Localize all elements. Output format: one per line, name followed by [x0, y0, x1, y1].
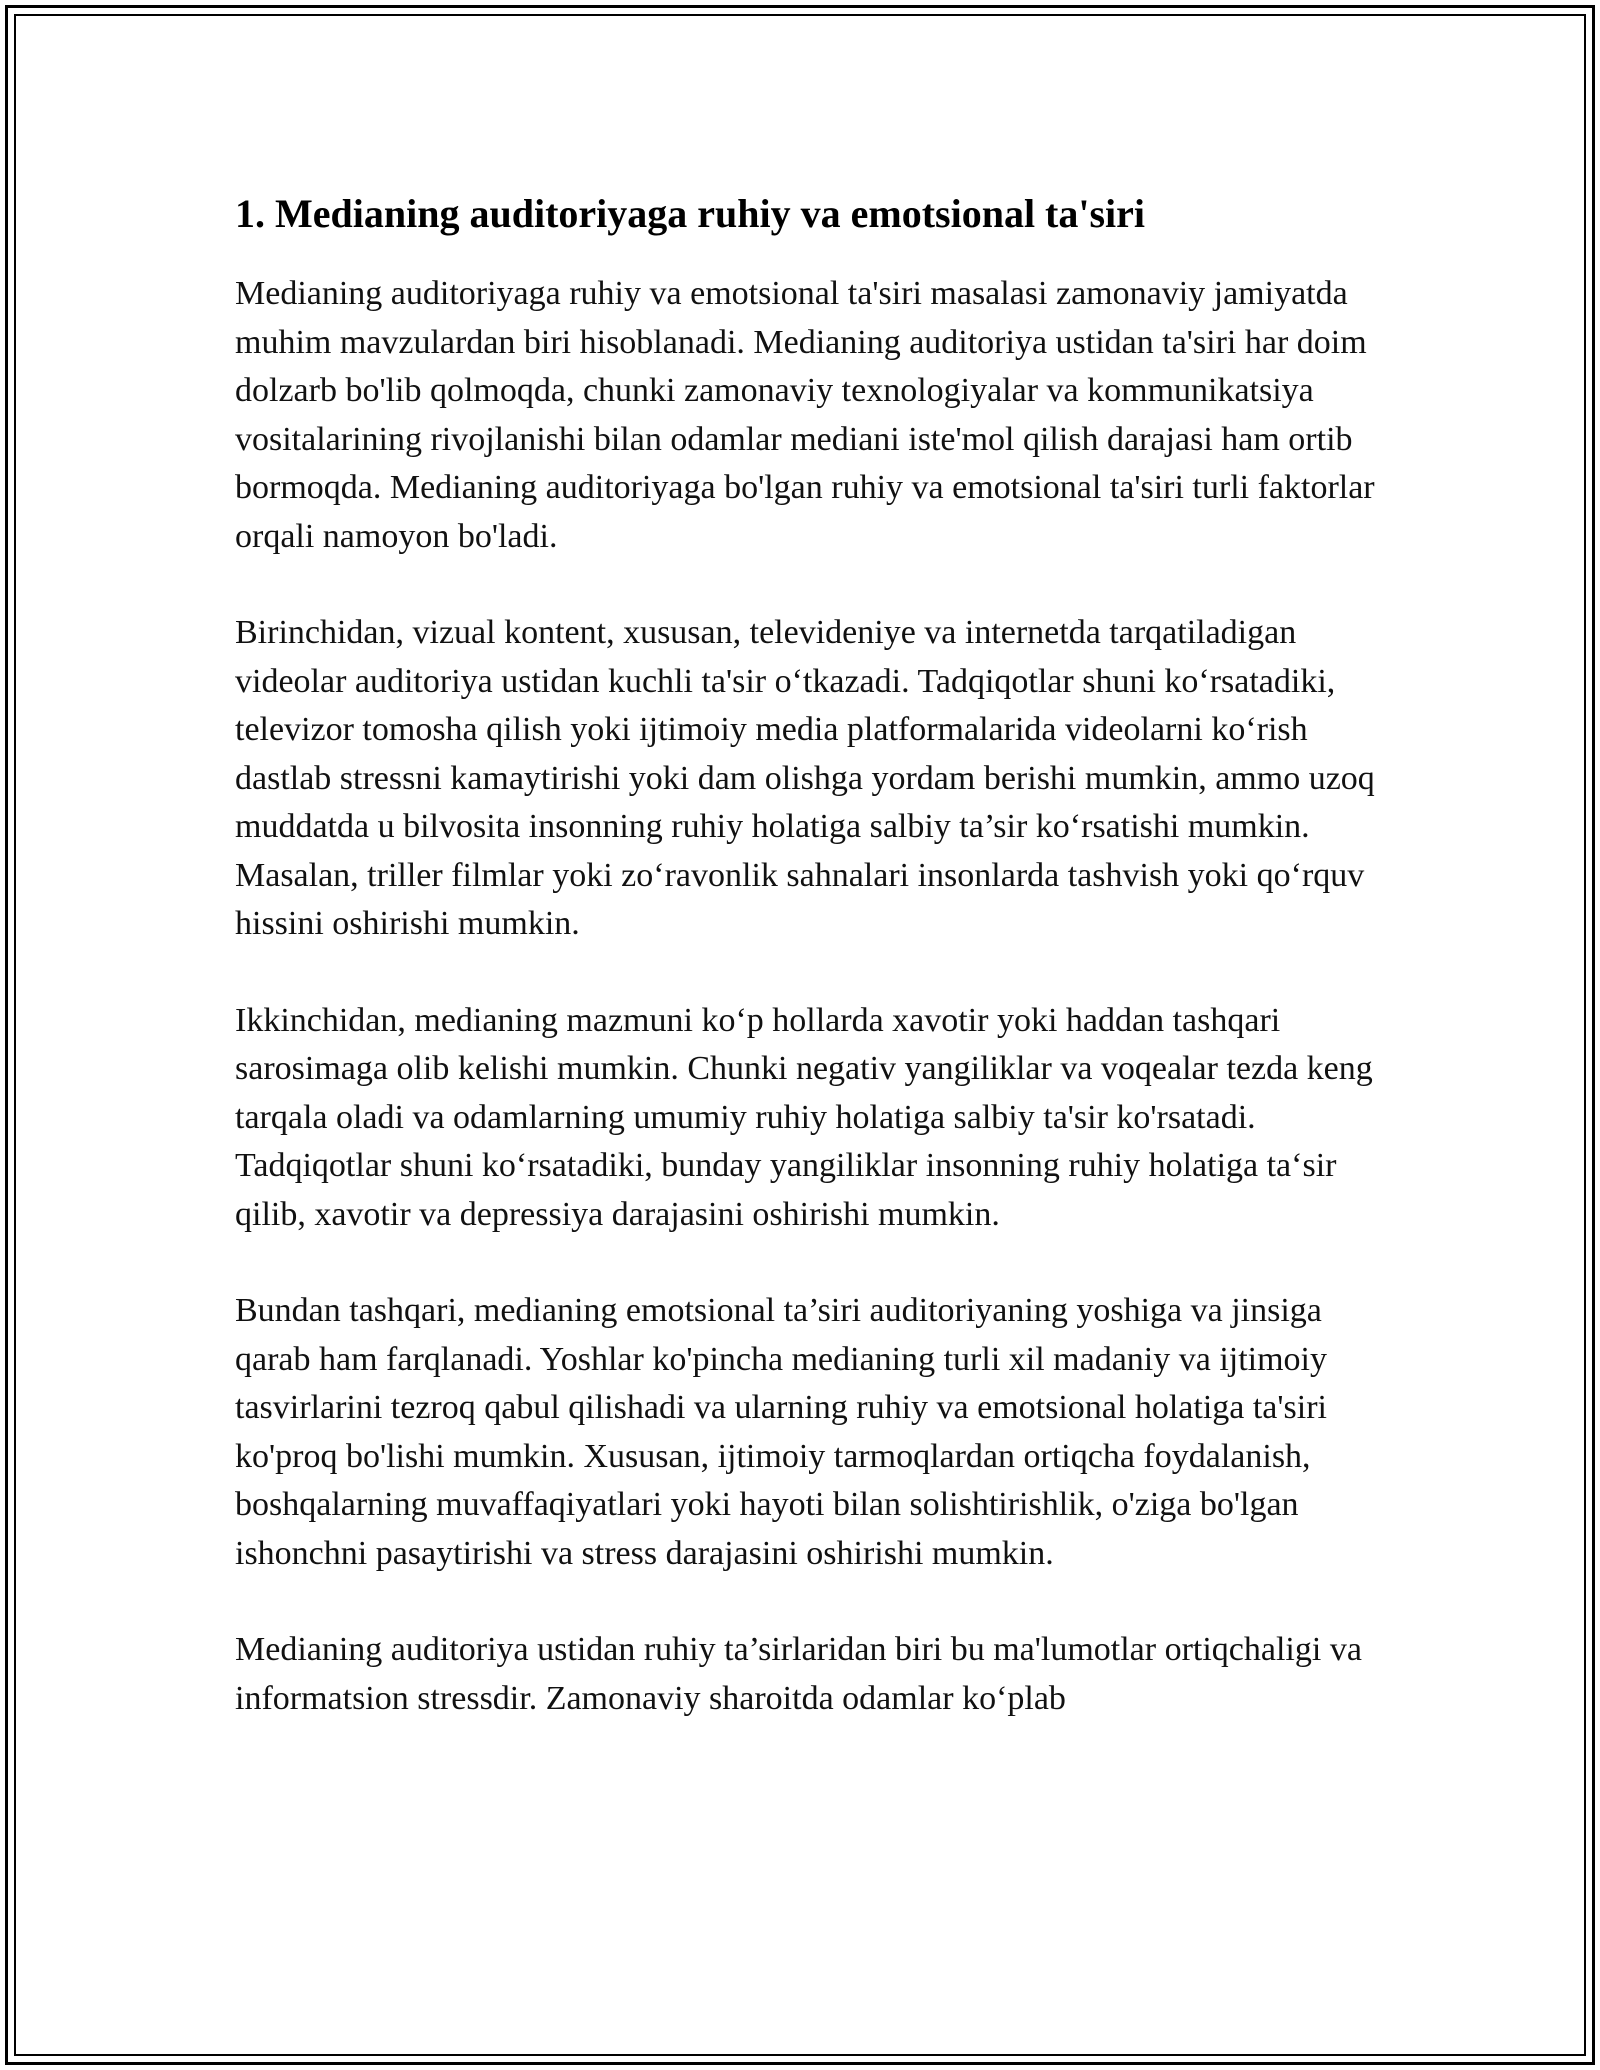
paragraph-3: Ikkinchidan, medianing mazmuni ko‘p hollarda xavotir yoki haddan tashqari sarosimaga olib kelishi mumkin. Chunki negativ yangiliklar va voqealar tezda keng tarqala oladi va odamlarning umumiy ruhiy holatiga salbiy ta'sir ko'rsatadi. Tadqiqotlar shuni ko‘rsatadiki, bunday yangiliklar insonning ruhiy holatiga ta‘sir qilib, xavotir va depressiya darajasini oshirishi mumkin. [235, 1001, 1373, 1233]
paragraph-5: Medianing auditoriya ustidan ruhiy ta’sirlaridan biri bu ma'lumotlar ortiqchaligi va informatsion stressdir. Zamonaviy sharoitda odamlar ko‘plab [235, 1631, 1362, 1717]
document-body [235, 186, 1385, 1771]
paragraph-2: Birinchidan, vizual kontent, xususan, televideniye va internetda tarqatiladigan videolar auditoriya ustidan kuchli ta'sir o‘tkazadi. Tadqiqotlar shuni ko‘rsatadiki, televizor tomosha qilish yoki ijtimoiy media platformalarida videolarni ko‘rish dastlab stressni kamaytirishi yoki dam olishga yordam berishi mumkin, ammo uzoq muddatda u bilvosita insonning ruhiy holatiga salbiy ta’sir ko‘rsatishi mumkin. Masalan, triller filmlar yoki zo‘ravonlik sahnalari insonlarda tashvish yoki qo‘rquv hissini oshirishi mumkin. [235, 614, 1375, 942]
paragraph-1: Medianing auditoriyaga ruhiy va emotsional ta'siri masalasi zamonaviy jamiyatda muhim mavzulardan biri hisoblanadi. Medianing auditoriya ustidan ta'siri har doim dolzarb bo'lib qolmoqda, chunki zamonaviy texnologiyalar va kommunikatsiya vositalarining rivojlanishi bilan odamlar mediani iste'mol qilish darajasi ham ortib bormoqda. Medianing auditoriyaga bo'lgan ruhiy va emotsional ta'siri turli faktorlar orqali namoyon bo'ladi. [235, 275, 1375, 555]
paragraph-4: Bundan tashqari, medianing emotsional ta’siri auditoriyaning yoshiga va jinsiga qarab ham farqlanadi. Yoshlar ko'pincha medianing turli xil madaniy va ijtimoiy tasvirlarini tezroq qabul qilishadi va ularning ruhiy va emotsional holatiga ta'siri ko'proq bo'lishi mumkin. Xususan, ijtimoiy tarmoqlardan ortiqcha foydalanish, boshqalarning muvaffaqiyatlari yoki hayoti bilan solishtirishlik, o'ziga bo'lgan ishonchni pasaytirishi va stress darajasini oshirishi mumkin. [235, 1292, 1328, 1572]
section-heading: 1. Medianing auditoriyaga ruhiy va emotsional ta'siri [235, 191, 1146, 236]
